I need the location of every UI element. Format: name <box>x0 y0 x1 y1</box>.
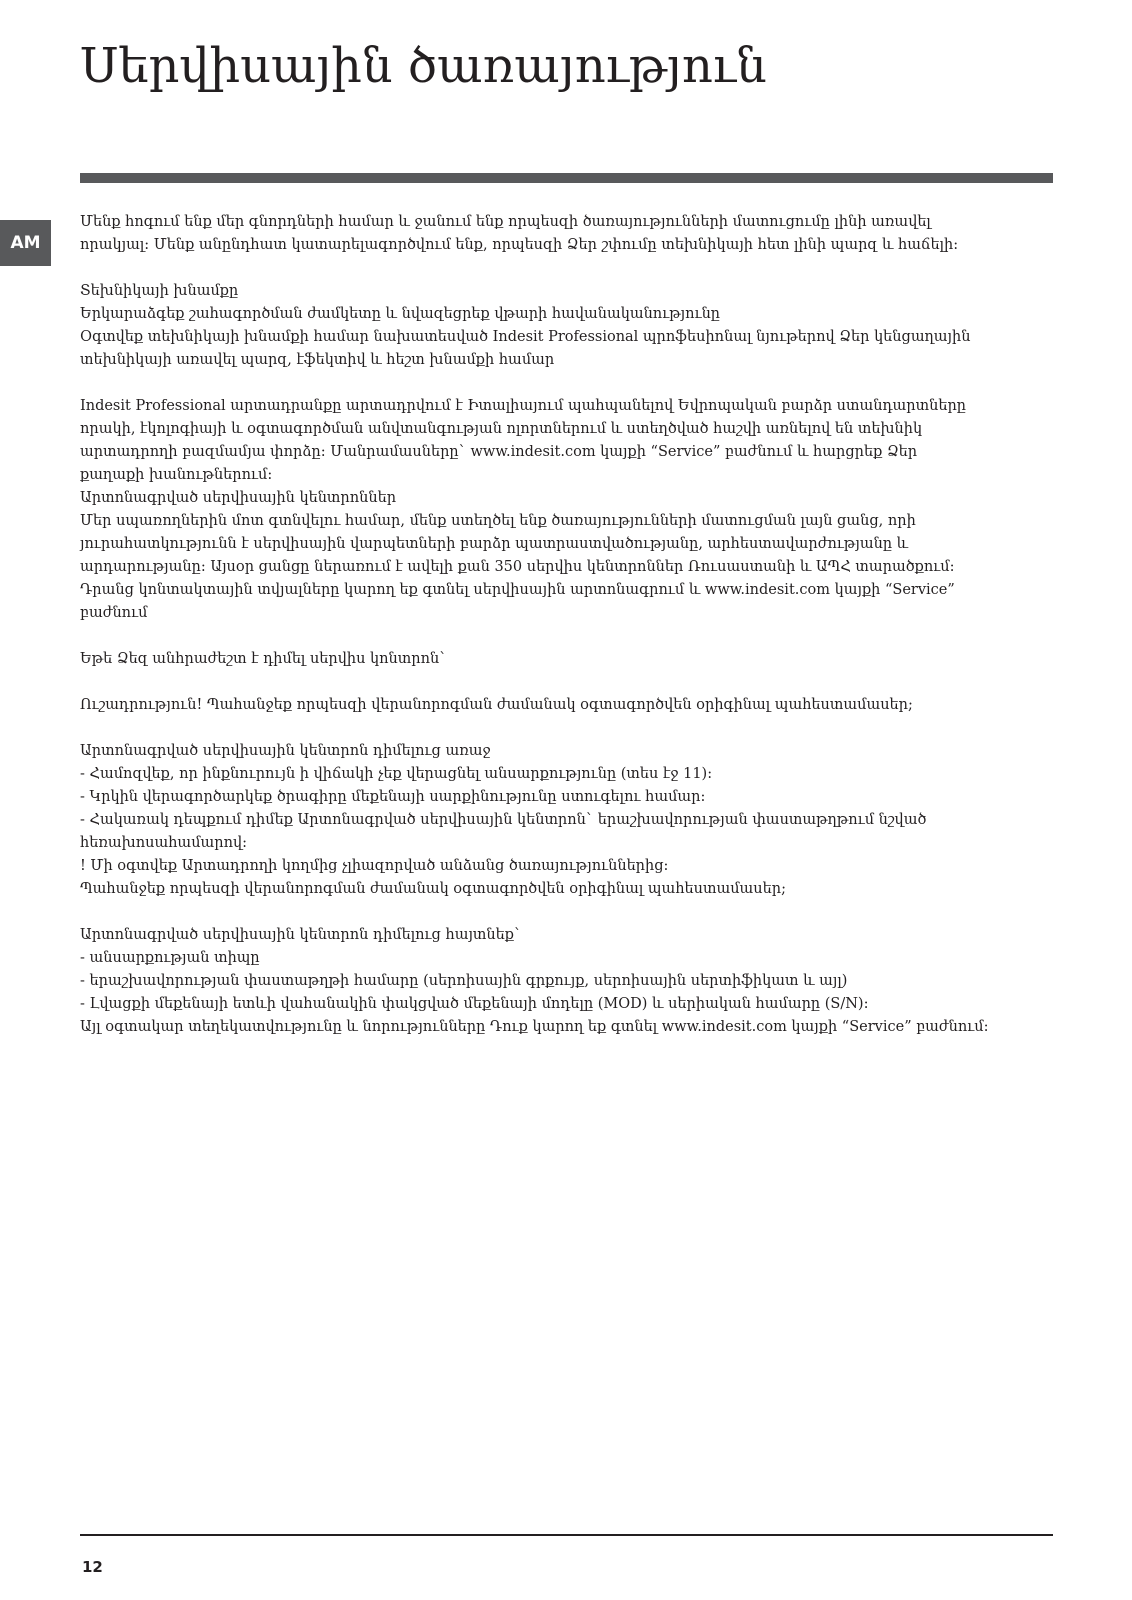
text-line: Արտոնագրված սերվիսային կենտրոն դիմելուց առաջ <box>80 743 491 759</box>
footer-divider <box>80 1534 1053 1536</box>
text-line: - Կրկին վերագործարկեք ծրագիրը մեքենայի սարքինությունը ստուգելու համար: <box>80 789 706 805</box>
paragraph <box>80 395 1055 625</box>
text-line: - Հակառակ դեպքում դիմեք Արտոնագրված սերվիսային կենտրոն` երաշխավորության փաստաթղթում նշված <box>80 812 927 828</box>
page-number: 12 <box>82 1558 103 1576</box>
text-line: Պահանջեք որպեսզի վերանորոգման ժամանակ օգտագործվեն օրիգինալ պահեստամասեր; <box>80 881 786 897</box>
paragraph <box>80 924 1055 1039</box>
title-divider <box>80 173 1053 183</box>
paragraph <box>80 211 1055 257</box>
text-line: ! Մի օգտվեք Արտադրողի կողմից չլիազորված անձանց ծառայություններից: <box>80 858 669 874</box>
text-line: արդարությանը: Այսօր ցանցը ներառում է ավելի քան 350 սերվիս կենտրոններ Ռուսաստանի և ԱՊՀ տարածքում: <box>80 559 955 575</box>
text-line: Երկարաձգեք շահագործման ժամկետը և նվազեցրեք վթարի հավանականությունը <box>80 306 721 322</box>
text-line: Indesit Professional արտադրանքը արտադրվում է Իտալիայում պահպանելով Եվրոպական բարձր ստանդարտները <box>80 398 967 414</box>
body-text <box>80 211 1055 1062</box>
text-line: - երաշխավորության փաստաթղթի համարը (սերոիսային գրքույք, սերոիսային սերտիֆիկատ և այլ) <box>80 973 848 989</box>
paragraph <box>80 280 1055 372</box>
text-line: տեխնիկայի առավել պարզ, էֆեկտիվ և հեշտ խնամքի համար <box>80 352 555 368</box>
text-line: որակի, էկոլոգիայի և օգտագործման անվտանգության ոլորտներում և ստեղծված հաշվի առնելով են տեխնիկ <box>80 421 923 437</box>
text-line: Օգտվեք տեխնիկայի խնամքի համար նախատեսված Indesit Professional պրոֆեսիոնալ նյութերով Ձեր կենցաղային <box>80 329 971 345</box>
text-line: արտադրողի բազմամյա փորձը: Մանրամասները` www.indesit.com կայքի “Service” բաժնում և հարցրեք Ձեր <box>80 444 918 460</box>
text-line: բաժնում <box>80 605 148 621</box>
text-line: Արտոնագրված սերվիսային կենտրոններ <box>80 490 397 506</box>
text-line: քաղաքի խանութներում: <box>80 467 273 483</box>
text-line: - անսարքության տիպը <box>80 950 260 966</box>
text-line: հեռախոսահամարով: <box>80 835 248 851</box>
text-line: Տեխնիկայի խնամքը <box>80 283 239 299</box>
language-tab: AM <box>0 220 51 266</box>
text-line: յուրահատկությունն է սերվիսային վարպետների բարձր պատրաստվածությանը, արհեստավարժությանը և <box>80 536 909 552</box>
text-line: Մեր սպառողներին մոտ գտնվելու համար, մենք ստեղծել ենք ծառայությունների մատուցման լայն ցանց, որի <box>80 513 916 529</box>
paragraph <box>80 740 1055 901</box>
text-line: որակյալ: Մենք անընդհատ կատարելագործվում ենք, որպեսզի Ձեր շփումը տեխնիկայի հետ լինի պարզ և հաճելի: <box>80 237 959 253</box>
paragraph <box>80 648 1055 671</box>
page-title: Սերվիսային ծառայություն <box>80 38 767 94</box>
text-line: Այլ օգտակար տեղեկատվությունը և նորությունները Դուք կարող եք գտնել www.indesit.com կայքի “Service” բաժնում: <box>80 1019 989 1035</box>
text-line: Մենք հոգում ենք մեր գնորդների համար և ջանում ենք որպեսզի ծառայությունների մատուցումը լինի առավել <box>80 214 931 230</box>
text-line: Արտոնագրված սերվիսային կենտրոն դիմելուց հայտնեք` <box>80 927 522 943</box>
text-line: Դրանց կոնտակտային տվյալները կարող եք գտնել սերվիսային արտոնագրում և www.indesit.com կայքի “Service” <box>80 582 955 598</box>
text-line: Եթե Ձեզ անհրաժեշտ է դիմել սերվիս կոնտրոն` <box>80 651 447 667</box>
text-line: Ուշադրություն! Պահանջեք որպեսզի վերանորոգման ժամանակ օգտագործվեն օրիգինալ պահեստամասեր; <box>80 697 913 713</box>
text-line: - Լվացքի մեքենայի ետևի վահանակին փակցված մեքենայի մոդելը (MOD) և սերիական համարը (S/N): <box>80 996 869 1012</box>
paragraph <box>80 694 1055 717</box>
text-line: - Համոզվեք, որ ինքնուրույն ի վիճակի չեք վերացնել անսարքությունը (տես էջ 11): <box>80 766 713 782</box>
